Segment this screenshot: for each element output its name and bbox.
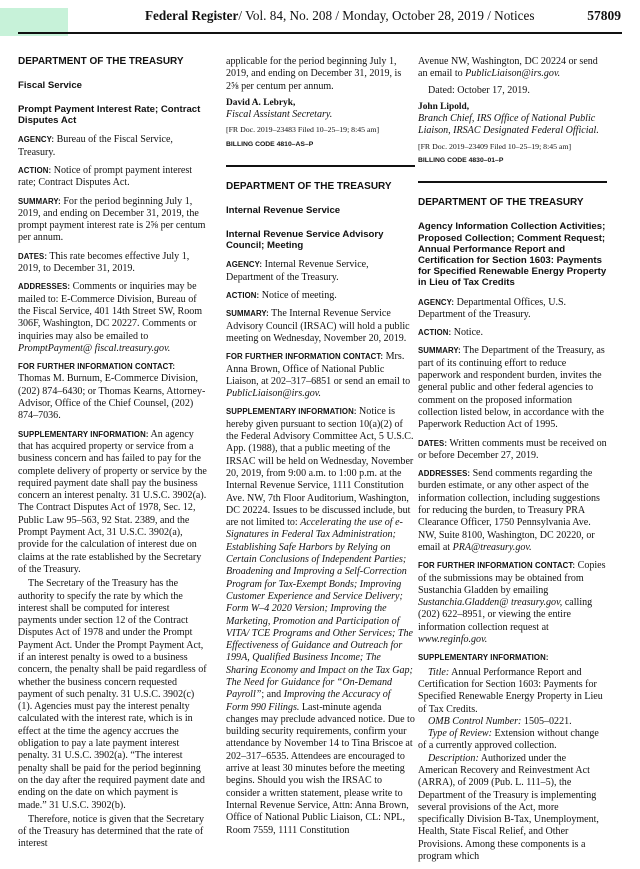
contact-url: www.reginfo.gov. (418, 634, 488, 646)
agenda-quote: “On-Demand Payroll” (226, 676, 393, 701)
section-divider (226, 165, 415, 167)
action-para (18, 165, 207, 190)
supplementary-label-para (418, 652, 607, 664)
agency-text: Internal Revenue Service, Department of the Treasury. (226, 259, 369, 283)
contact-para (18, 361, 207, 422)
supplementary-para (18, 429, 207, 577)
body-para-3: Therefore, notice is given that the Secretary of the Treasury has determined that the rate of interest (18, 813, 205, 850)
contact-label: FOR FURTHER INFORMATION CONTACT: (418, 561, 576, 571)
action-para (226, 290, 415, 302)
body-para-2: The Secretary of the Treasury has the authority to specify the rate by which the interest shall be computed for interest payments under section 12 of the Contract Disputes Act of 1978 and under the Prompt Payment Act. Under the Prompt Payment Act, if an interest penalty is owed to a business concern, the penalty shall be paid regardless of whether the business concern requested payment of such penalty. 31 U.S.C. 3902(c)(1). Agencies must pay the interest penalty calculated with the interest rate, which is in effect at the time the agency accrues the obligation to pay a late payment interest penalty. 31 U.S.C. 3902(a). “The interest penalty shall be paid for the period beginning on the day after the required payment date and ending on the date on which payment is made.” 31 U.S.C. 3902(b). (18, 578, 207, 811)
action-label: ACTION: (418, 328, 452, 338)
continued-text: Avenue NW, Washington, DC 20224 or send an email to (418, 56, 598, 80)
description-para (418, 753, 607, 864)
journal-name: Federal Register (145, 8, 239, 23)
column-1 (18, 56, 207, 857)
billing-code: BILLING CODE 4810–AS–P (226, 140, 314, 148)
action-label: ACTION: (226, 291, 260, 301)
addresses-text: Comments or inquiries may be mailed to: E-Commerce Division, Bureau of the Fiscal Service, 401 14th Street SW, Room 306F, Washington, DC 20227. Comments or inquiries may also be emailed to (18, 281, 203, 342)
title-text: Annual Performance Report and Certification for Section 1603: Payments for Specified Renewable Energy Property in Lieu of Tax Credits. (418, 666, 603, 715)
section-divider (418, 181, 607, 183)
contact-text: Copies of the submissions may be obtained from Sustanchia Gladden by emailing (418, 560, 606, 596)
dates-label: DATES: (18, 251, 48, 261)
continued-para: applicable for the period beginning July 1, 2019, and ending on December 31, 2019, is 2⅝ per centum per annum. (226, 56, 402, 92)
agency-para (226, 259, 415, 284)
dates-para (18, 251, 207, 276)
dates-para (418, 438, 607, 463)
summary-text: The Internal Revenue Service Advisory Council (IRSAC) will hold a public meeting on Wednesday, November 20, 2019. (226, 308, 410, 344)
agenda-and: ; and (261, 689, 284, 701)
contact-text-2: calling (202) 622–8951, or viewing the entire information collection request at (418, 597, 593, 633)
summary-label: SUMMARY: (18, 196, 61, 206)
agency-heading: DEPARTMENT OF THE TREASURY (226, 181, 392, 193)
volume-date: / Vol. 84, No. 208 / Monday, October 28, 2019 / Notices (238, 8, 535, 23)
omb-label: OMB Control Number: (428, 715, 522, 727)
action-text: Notice of meeting. (261, 290, 337, 302)
summary-label: SUMMARY: (226, 309, 269, 319)
review-para (418, 728, 607, 753)
summary-para (226, 308, 415, 345)
addresses-label: ADDRESSES: (418, 469, 471, 479)
title-para (418, 667, 607, 716)
action-label: ACTION: (18, 166, 52, 175)
dates-label: DATES: (418, 438, 448, 448)
contact-email: PublicLiaison@irs.gov. (226, 388, 322, 400)
addresses-email: PromptPayment@ fiscal.treasury.gov. (18, 342, 171, 354)
contact-para (226, 351, 415, 400)
summary-para (18, 196, 207, 245)
fr-doc-line: [FR Doc. 2019–23483 Filed 10–25–19; 8:45 am] (226, 125, 380, 135)
title-label: Title: (428, 666, 450, 678)
contact-email: Sustanchia.Gladden@ treasury.gov, (418, 597, 563, 609)
agency-heading: DEPARTMENT OF THE TREASURY (418, 197, 584, 209)
addresses-email: PRA@treasury.gov. (452, 541, 532, 553)
supplementary-rest: Last-minute agenda changes may preclude advanced notice. Due to building security requirements, confirm your attendance by November 14 to Tina Briscoe at 202–317–6535. Attendees are encouraged to arrive at least 30 minutes before the meeting begins. Should you wish the IRSAC to consider a written statement, please write to Internal Revenue Service, Attn: Anna Brown, Office of National Public Liaison, CL: NPL, Room 7559, 1111 Constitution (226, 701, 415, 836)
contact-label: FOR FURTHER INFORMATION CONTACT: (226, 352, 384, 362)
agency-text: Bureau of the Fiscal Service, Treasury. (18, 134, 173, 158)
fr-doc-line: [FR Doc. 2019–23409 Filed 10–25–19; 8:45 am] (418, 141, 572, 151)
contact-text: Thomas M. Burnum, E-Commerce Division, (202) 874–6430; or Thomas Kearns, Attorney-Advisor, Office of the Chief Counsel, (202) 874–7036. (18, 373, 206, 422)
addresses-para (418, 468, 607, 554)
contact-text: Mrs. Anna Brown, Office of National Public Liaison, at 202–317–6851 or send an email to (226, 351, 411, 387)
omb-para (418, 716, 607, 728)
addresses-para (18, 281, 207, 355)
dates-text: This rate becomes effective July 1, 2019, to December 31, 2019. (18, 250, 190, 275)
continued-email: PublicLiaison@irs.gov. (465, 68, 561, 80)
contact-label: FOR FURTHER INFORMATION CONTACT: (18, 362, 176, 372)
running-head (145, 8, 534, 24)
agenda-final-topic: Improving the Accuracy of Form 990 Filings. (226, 689, 391, 713)
dated-line: Dated: October 17, 2019. (428, 84, 530, 96)
summary-para (418, 345, 607, 431)
supplementary-text: Notice is hereby given pursuant to section 10(a)(2) of the Federal Advisory Committee Act, 5 U.S.C. App. (1988), that a public meeting of the IRSAC will be held on Wednesday, November 20, 2019, from 9:00 a.m. to 1:00 p.m. at the Internal Revenue Service, 1111 Constitution Ave. NW, 7th Floor Auditorium, Washington, DC 20224. Issues to be discussed include, but are not limited to: (226, 406, 414, 529)
review-text: Extension without change of a currently approved collection. (418, 728, 599, 752)
action-para (418, 327, 607, 339)
supplementary-label: SUPPLEMENTARY INFORMATION: (18, 429, 149, 439)
signer-title: Fiscal Assistant Secretary. (226, 109, 333, 121)
action-text: Notice of prompt payment interest rate; Contract Disputes Act. (18, 165, 193, 189)
agency-label: AGENCY: (418, 297, 455, 307)
agency-para (18, 134, 207, 159)
agency-heading: DEPARTMENT OF THE TREASURY (18, 56, 184, 67)
summary-text: The Department of the Treasury, as part of its continuing effort to reduce paperwork and respondent burden, invites the general public and other federal agencies to comment on the proposed information collection listed below, in accordance with the Paperwork Reduction Act of 1995. (418, 345, 605, 431)
review-label: Type of Review: (428, 728, 492, 740)
supplementary-label: SUPPLEMENTARY INFORMATION: (226, 407, 357, 417)
header-rule (18, 32, 622, 34)
agency-para (418, 297, 607, 322)
supplementary-label: SUPPLEMENTARY INFORMATION: (418, 653, 549, 663)
office-heading: Internal Revenue Service (226, 205, 341, 217)
signer-title: Branch Chief, IRS Office of National Public Liaison, IRSAC Designated Federal Official. (418, 113, 599, 137)
continued-para (418, 56, 607, 81)
contact-para (418, 560, 607, 646)
column-3 (418, 56, 607, 869)
agency-text: Departmental Offices, U.S. Department of the Treasury. (418, 296, 567, 320)
notice-title: Agency Information Collection Activities; Proposed Collection; Comment Request; Annual Performance Report and Certification for Section 1603: Payments for Specified Renewable Energy Property in Lieu of Tax Credits (418, 221, 607, 289)
billing-code: BILLING CODE 4830–01–P (418, 157, 504, 165)
notice-title: Prompt Payment Interest Rate; Contract Disputes Act (18, 104, 201, 127)
column-2 (226, 56, 415, 843)
summary-text: For the period beginning July 1, 2019, and ending on December 31, 2019, the prompt payment interest rate is 2⅝ per centum per annum. (18, 195, 206, 244)
agenda-topics: Accelerating the use of e-Signatures in Federal Tax Administration; Establishing Safe Harbors by Relying on Certain Conclusions of Independent Parties; Broadening and Improving a Self-Correction Program for Tax-Exempt Bonds; Improving Customer Experience and Service Delivery; Form W–4 2020 Version; Improving the Marketing, Promotion and Participation of VITA/ TCE Programs and Other Services; The Effectiveness of Guidance and Outreach for 199A, Qualified Business Income; The Sharing Economy and Impact on the Tax Gap; The Need for Guidance for (226, 517, 413, 688)
description-text: Authorized under the American Recovery and Reinvestment Act (ARRA), of 2009 (Pub. L. 111–5), the Department of the Treasury is implementing several provisions of the Act, more specifically Division B-Tax, Unemployment, Health, State Fiscal Relief, and Other Provisions. Among these components is a program which (418, 752, 599, 863)
signer-name: John Lipold, (418, 101, 470, 112)
addresses-label: ADDRESSES: (18, 282, 71, 292)
office-heading: Fiscal Service (18, 80, 83, 91)
notice-title: Internal Revenue Service Advisory Council; Meeting (226, 229, 384, 252)
signer-name: David A. Lebryk, (226, 97, 296, 108)
supplementary-text: An agency that has acquired property or service from a business concern and has failed to pay for the complete delivery of property or service by the required payment date shall pay the business concern an interest penalty. 31 U.S.C. 3902(a). The Contract Disputes Act of 1978, Sec. 12, Public Law 95–563, 92 Stat. 2389, and the Prompt Payment Act, 31 U.S.C. 3902(a), provide for the calculation of interest due on claims at the rate established by the Secretary of the Treasury. (18, 428, 207, 575)
summary-label: SUMMARY: (418, 346, 461, 356)
page-number: 57809 (587, 8, 621, 23)
page-header (0, 0, 640, 36)
agency-label: AGENCY: (18, 135, 55, 145)
description-label: Description: (428, 752, 479, 764)
agency-label: AGENCY: (226, 260, 263, 270)
addresses-text: Send comments regarding the burden estimate, or any other aspect of the information collection, including suggestions for reducing the burden, to Treasury PRA Clearance Officer, 1750 Pennsylvania Ave. NW, Suite 8100, Washington, DC 20220, or email at (418, 468, 600, 553)
omb-text: 1505–0221. (521, 715, 572, 727)
dates-text: Written comments must be received on or before December 27, 2019. (418, 437, 607, 461)
action-text: Notice. (453, 327, 483, 339)
supplementary-para (226, 406, 415, 836)
